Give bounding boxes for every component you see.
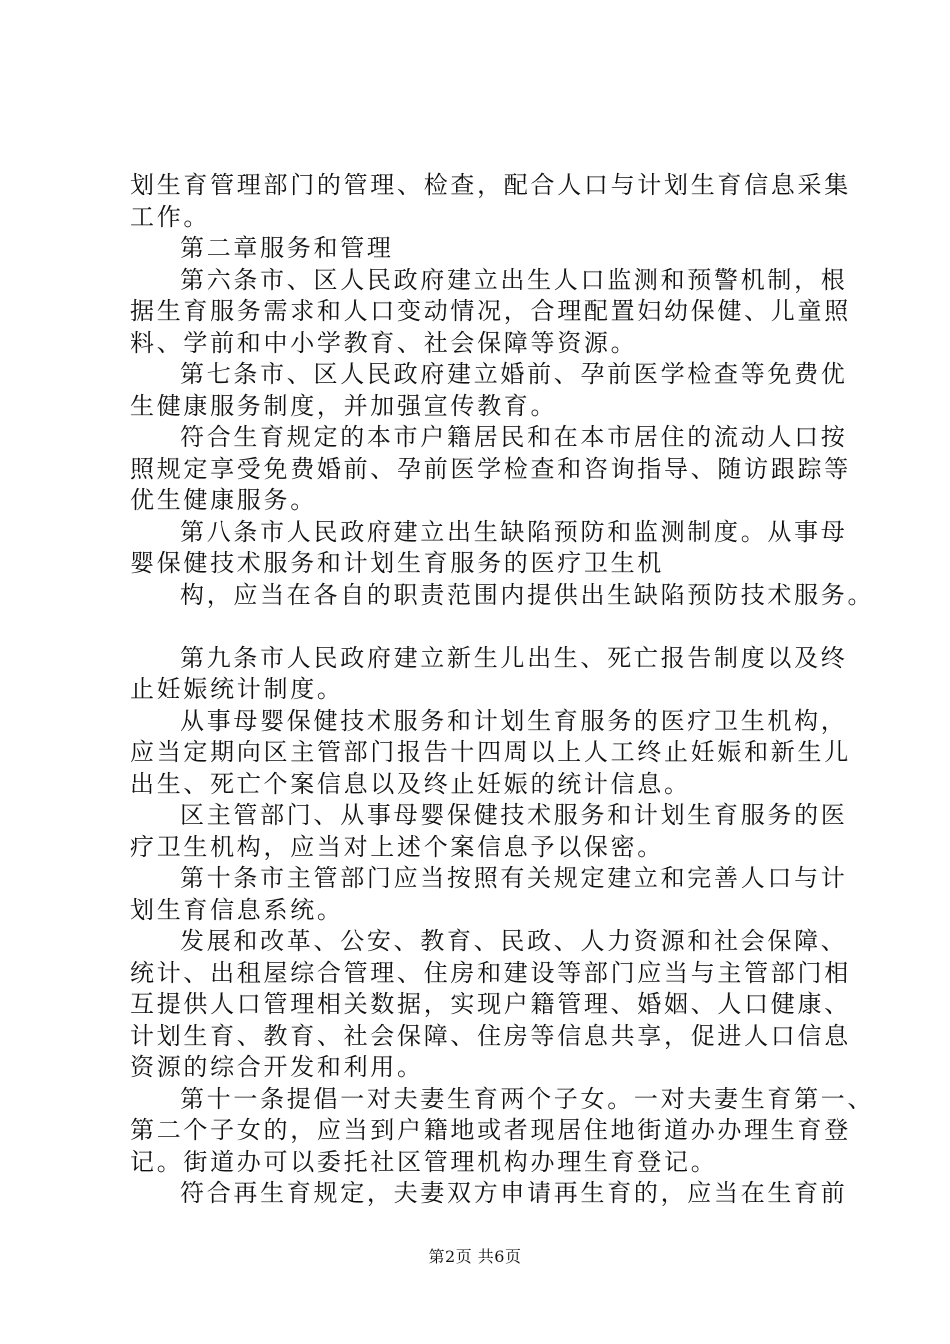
text-line: 第二个子女的，应当到户籍地或者现居住地街道办办理生育登: [130, 1116, 851, 1144]
text-line: 第二章服务和管理: [180, 234, 394, 262]
text-line: 符合生育规定的本市户籍居民和在本市居住的流动人口按: [180, 423, 848, 451]
text-line: 第六条市、区人民政府建立出生人口监测和预警机制，根: [180, 265, 848, 294]
text-line: 出生、死亡个案信息以及终止妊娠的统计信息。: [130, 769, 691, 798]
text-line: 统计、出租屋综合管理、住房和建设等部门应当与主管部门相: [130, 958, 851, 987]
document-body: [130, 170, 875, 1210]
text-line: 计划生育、教育、社会保障、住房等信息共享，促进人口信息: [130, 1021, 851, 1050]
text-line: 疗卫生机构，应当对上述个案信息予以保密。: [130, 832, 664, 861]
text-line: 婴保健技术服务和计划生育服务的医疗卫生机: [130, 549, 664, 577]
text-line: 第八条市人民政府建立出生缺陷预防和监测制度。从事母: [180, 517, 848, 546]
text-line: 记。街道办可以委托社区管理机构办理生育登记。: [130, 1147, 718, 1176]
text-line: 生健康服务制度，并加强宣传教育。: [130, 391, 558, 420]
text-line: 划生育管理部门的管理、检查，配合人口与计划生育信息采集: [130, 171, 851, 199]
text-line: 资源的综合开发和利用。: [130, 1053, 424, 1081]
text-line: 第九条市人民政府建立新生儿出生、死亡报告制度以及终: [180, 643, 848, 672]
text-line: 符合再生育规定，夫妻双方申请再生育的，应当在生育前: [180, 1179, 848, 1207]
text-line: 第十一条提倡一对夫妻生育两个子女。一对夫妻生育第一、: [180, 1084, 875, 1113]
page-footer: 第2页 共6页: [428, 1247, 522, 1266]
text-line: 照规定享受免费婚前、孕前医学检查和咨询指导、随访跟踪等: [130, 454, 851, 483]
blank-line: [130, 611, 830, 643]
text-line: 互提供人口管理相关数据，实现户籍管理、婚姻、人口健康、: [130, 990, 851, 1018]
text-line: 据生育服务需求和人口变动情况，合理配置妇幼保健、儿童照: [130, 297, 851, 325]
text-line: 第七条市、区人民政府建立婚前、孕前医学检查等免费优: [180, 360, 848, 388]
text-line: 构，应当在各自的职责范围内提供出生缺陷预防技术服务。: [180, 580, 875, 609]
text-line: 发展和改革、公安、教育、民政、人力资源和社会保障、: [180, 927, 848, 955]
text-line: 止妊娠统计制度。: [130, 675, 344, 703]
text-line: 料、学前和中小学教育、社会保障等资源。: [130, 328, 638, 357]
text-line: 划生育信息系统。: [130, 895, 344, 924]
text-line: 应当定期向区主管部门报告十四周以上人工终止妊娠和新生儿: [130, 738, 851, 766]
text-line: 第十条市主管部门应当按照有关规定建立和完善人口与计: [180, 864, 848, 892]
text-line: 区主管部门、从事母婴保健技术服务和计划生育服务的医: [180, 801, 848, 829]
text-line: 从事母婴保健技术服务和计划生育服务的医疗卫生机构，: [180, 706, 848, 735]
text-line: 工作。: [130, 202, 211, 231]
text-line: 优生健康服务。: [130, 486, 317, 514]
